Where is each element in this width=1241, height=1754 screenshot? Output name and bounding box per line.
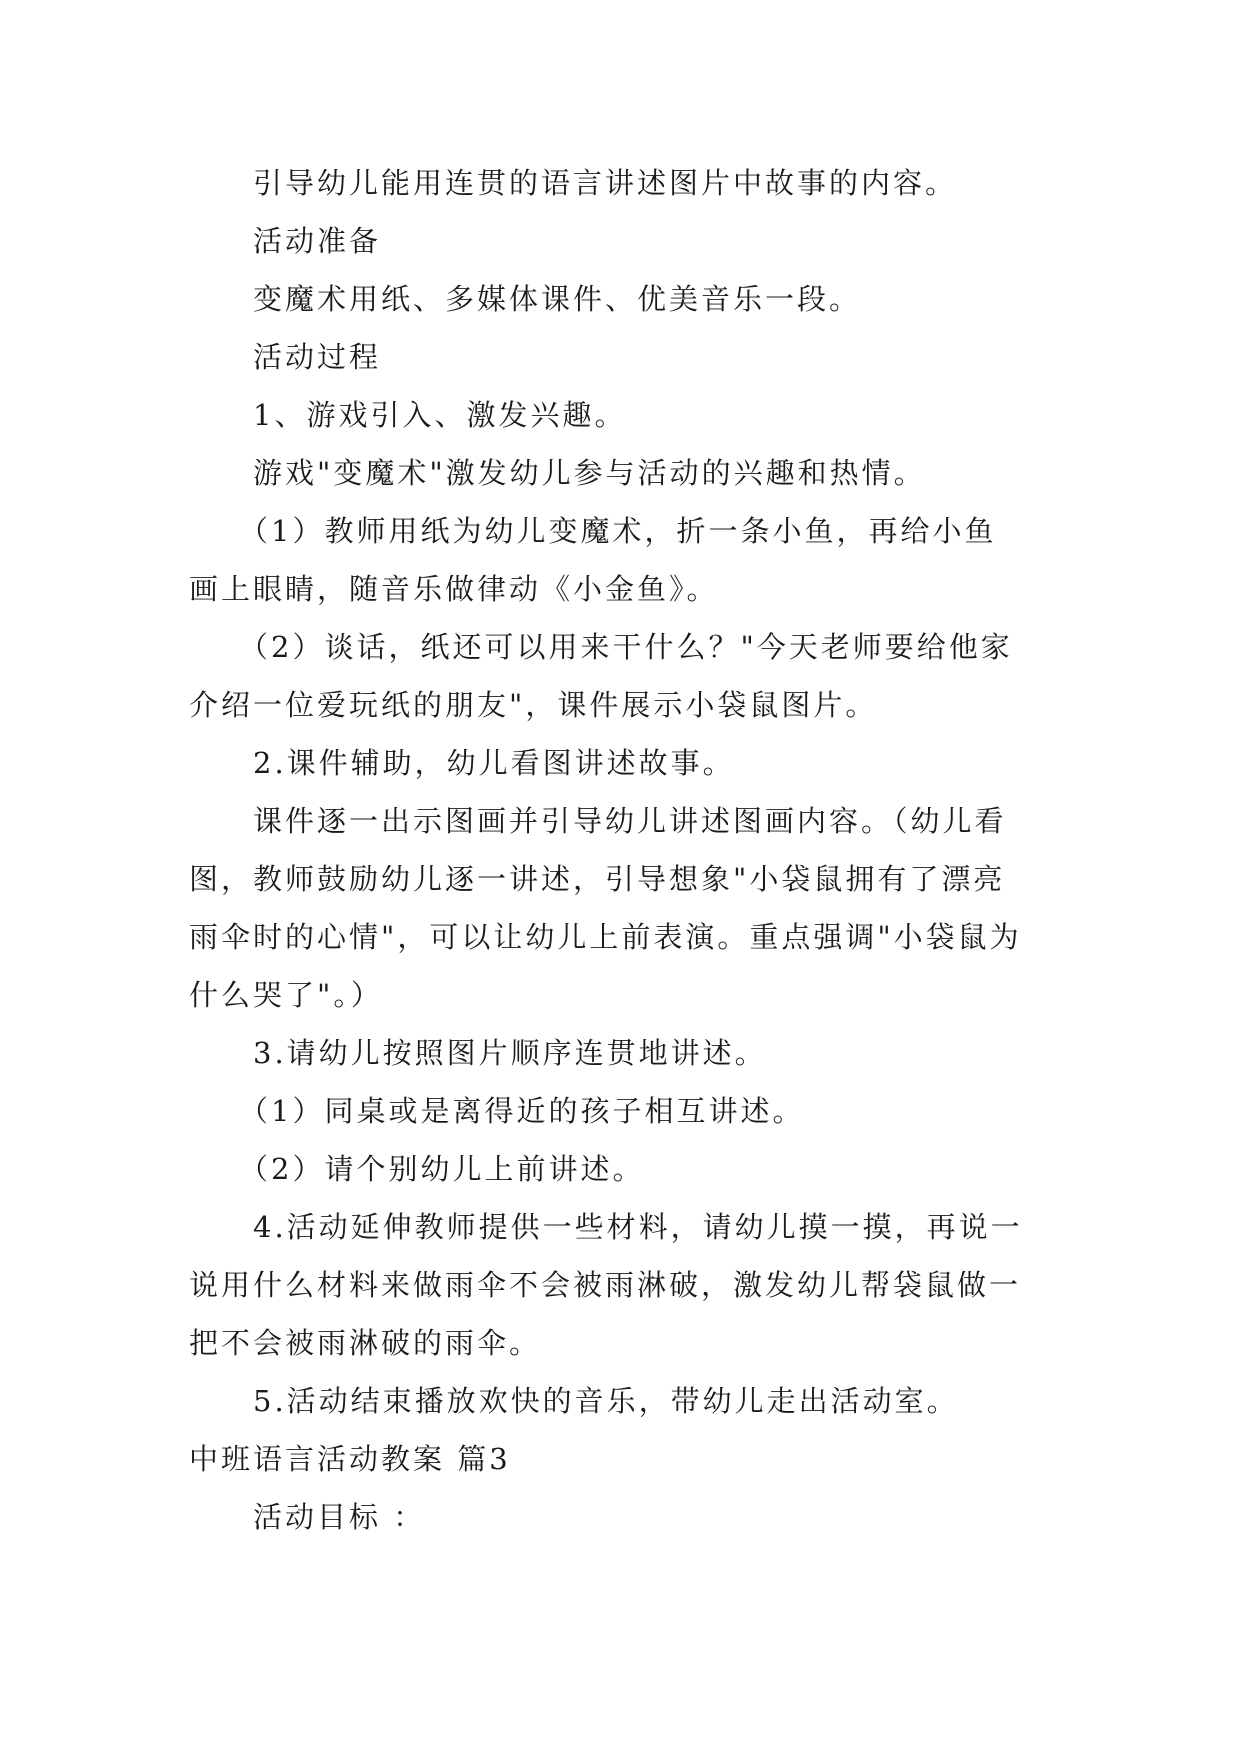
paragraph-line: 把不会被雨淋破的雨伞。 [189,1326,542,1360]
paragraph-line: 说用什么材料来做雨伞不会被雨淋破，激发幼儿帮袋鼠做一 [189,1268,1022,1302]
paragraph-goal-text: 引导幼儿能用连贯的语言讲述图片中故事的内容。 [253,166,958,200]
paragraph-line: 雨伞时的心情"，可以让幼儿上前表演。重点强调"小袋鼠为 [189,920,1022,954]
paragraph-magic-game: 游戏"变魔术"激发幼儿参与活动的兴趣和热情。 [253,456,926,490]
paragraph-line: 画上眼睛，随音乐做律动《小金鱼》。 [189,572,719,606]
step-5-ending: 5.活动结束播放欢快的音乐，带幼儿走出活动室。 [253,1384,959,1418]
paragraph-step-4-extension [189,1198,1049,1372]
paragraph-line: （1）教师用纸为幼儿变魔术，折一条小鱼，再给小鱼 [239,514,997,548]
paragraph-substep-1-1 [189,502,1049,618]
paragraph-courseware-story [189,792,1049,1024]
step-1-heading: 1、游戏引入、激发兴趣。 [253,398,627,432]
section-heading-goals: 活动目标 ： [253,1500,426,1534]
section-title-lesson-3: 中班语言活动教案 篇3 [189,1442,511,1476]
paragraph-line: 4.活动延伸教师提供一些材料，请幼儿摸一摸，再说一 [253,1210,1023,1244]
paragraph-line: 什么哭了"。） [189,978,383,1012]
step-3-heading: 3.请幼儿按照图片顺序连贯地讲述。 [253,1036,767,1070]
paragraph-substep-3-2: （2）请个别幼儿上前讲述。 [239,1152,645,1186]
paragraph-line: 介绍一位爱玩纸的朋友"，课件展示小袋鼠图片。 [189,688,878,722]
step-2-heading: 2.课件辅助，幼儿看图讲述故事。 [253,746,735,780]
paragraph-line: 课件逐一出示图画并引导幼儿讲述图画内容。（幼儿看 [253,804,1007,838]
paragraph-substep-1-2 [189,618,1049,734]
section-heading-process: 活动过程 [253,340,382,374]
paragraph-line: （2）谈话，纸还可以用来干什么？"今天老师要给他家 [239,630,1013,664]
document-body [189,154,1049,1546]
paragraph-substep-3-1: （1）同桌或是离得近的孩子相互讲述。 [239,1094,805,1128]
paragraph-line: 图，教师鼓励幼儿逐一讲述，引导想象"小袋鼠拥有了漂亮 [189,862,1006,896]
paragraph-materials: 变魔术用纸、多媒体课件、优美音乐一段。 [253,282,862,316]
section-heading-preparation: 活动准备 [253,224,382,258]
